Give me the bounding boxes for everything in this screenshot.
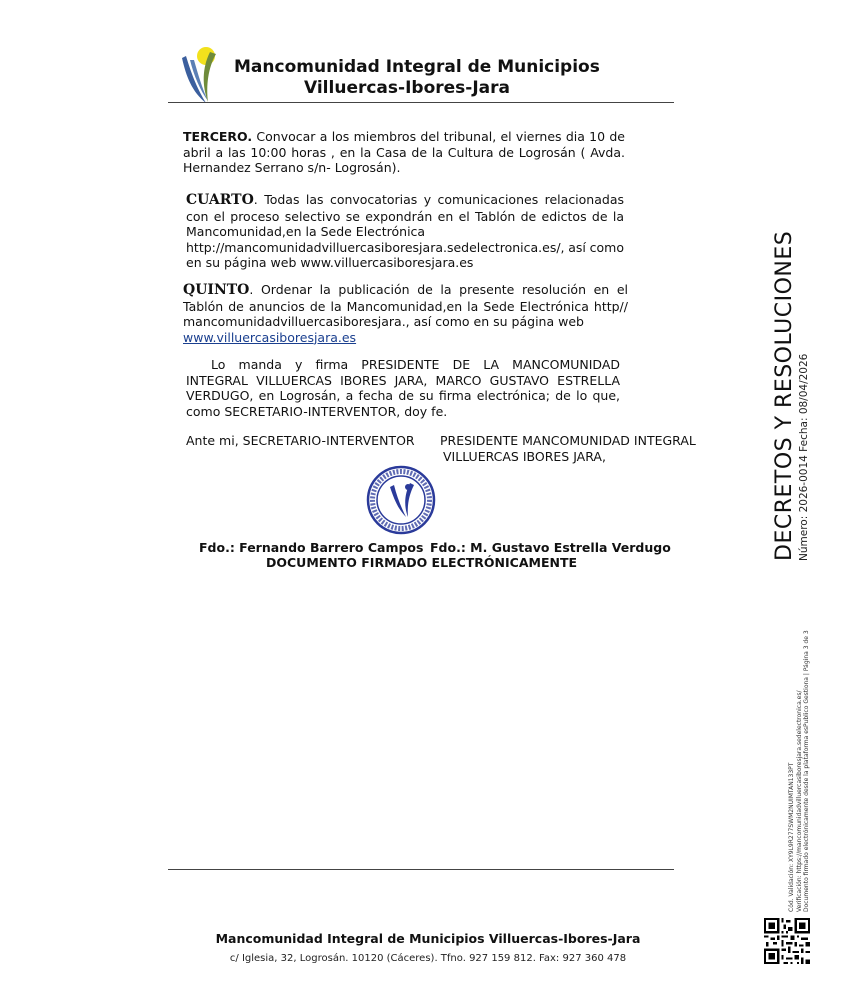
header-title — [234, 57, 614, 99]
cuarto-text2: en su página web www.villuercasiboresjara.es — [186, 255, 474, 270]
side-stamp-title: DECRETOS Y RESOLUCIONES — [772, 230, 797, 561]
cuarto-url-asi: así — [568, 239, 586, 255]
footer-divider — [168, 869, 674, 870]
quinto-lead: QUINTO — [183, 282, 250, 298]
side-validation-block — [788, 630, 811, 912]
quinto-website-link[interactable]: www.villuercasiboresjara.es — [183, 329, 357, 345]
left-role: Ante mi, SECRETARIO-INTERVENTOR — [186, 433, 415, 448]
footer-address: c/ Iglesia, 32, Logrosán. 10120 (Cáceres). Tfno. 927 159 812. Fax: 927 360 478 — [229, 953, 627, 964]
header-title-line1: Mancomunidad Integral de Municipios — [234, 57, 600, 77]
side-stamp-meta: Número: 2026-0014 Fecha: 08/04/2026 — [798, 353, 810, 561]
paragraph-tercero — [183, 129, 625, 176]
left-signature-name: Fdo.: Fernando Barrero Campos — [199, 540, 424, 555]
validation-platform: Documento firmado electrónicamente desde la plataforma esPublico Gestiona | Página 3 de 3 — [803, 630, 810, 912]
cuarto-url-como: como — [589, 239, 624, 255]
right-role — [440, 433, 696, 464]
header-title-line2: Villuercas-Ibores-Jara — [304, 78, 510, 98]
header-divider — [168, 102, 674, 103]
cuarto-url-line — [186, 240, 624, 256]
qr-code-icon[interactable] — [764, 918, 810, 964]
paragraph-manda — [186, 357, 620, 419]
manda-text: Lo manda y firma PRESIDENTE DE LA MANCOMUNIDAD INTEGRAL VILLUERCAS IBORES JARA, MARCO GUSTAVO ESTRELLA VERDUGO, en Logrosán, a fecha de su firma electrónica; de lo que, como SECRETARIO-INTERVENTOR, doy fe. — [186, 357, 620, 419]
right-signature-name: Fdo.: M. Gustavo Estrella Verdugo — [430, 540, 671, 555]
paragraph-cuarto — [186, 192, 624, 271]
footer-title: Mancomunidad Integral de Municipios Villuercas-Ibores-Jara — [215, 931, 641, 946]
right-role-line1: PRESIDENTE MANCOMUNIDAD INTEGRAL — [440, 433, 696, 448]
right-role-line2: VILLUERCAS IBORES JARA, — [443, 448, 606, 464]
tercero-lead: TERCERO. — [183, 129, 253, 144]
cuarto-lead: CUARTO — [186, 192, 254, 208]
quinto-text: . Ordenar la publicación de la presente resolución en el Tablón de anuncios de la Mancomunidad,en la Sede Electrónica http// mancomunidadvilluercasiboresjara., así como en su página web — [183, 282, 628, 329]
cuarto-url: http://mancomunidadvilluercasiboresjara.sedelectronica.es/, — [186, 239, 565, 255]
validation-code: Cód. Validación: XY9L9R277SWM2NUIMTAN133PT — [788, 762, 795, 912]
cuarto-text1: . Todas las convocatorias y comunicaciones relacionadas con el proceso selectivo se expondrán en el Tablón de edictos de la Mancomunidad,en la Sede Electrónica — [186, 192, 624, 239]
tercero-text: Convocar a los miembros del tribunal, el viernes dia 10 de abril a las 10:00 horas , en la Casa de la Cultura de Logrosán ( Avda. Hernandez Serrano s/n- Logrosán). — [183, 129, 625, 175]
official-seal-icon — [366, 465, 436, 535]
signed-electronically-note: DOCUMENTO FIRMADO ELECTRÓNICAMENTE — [266, 555, 578, 570]
validation-url[interactable]: Verificación: https://mancomunidadvilluercasiboresjara.sedelectronica.es/ — [795, 690, 803, 912]
paragraph-quinto — [183, 282, 628, 345]
mancomunidad-logo-icon — [180, 46, 220, 104]
